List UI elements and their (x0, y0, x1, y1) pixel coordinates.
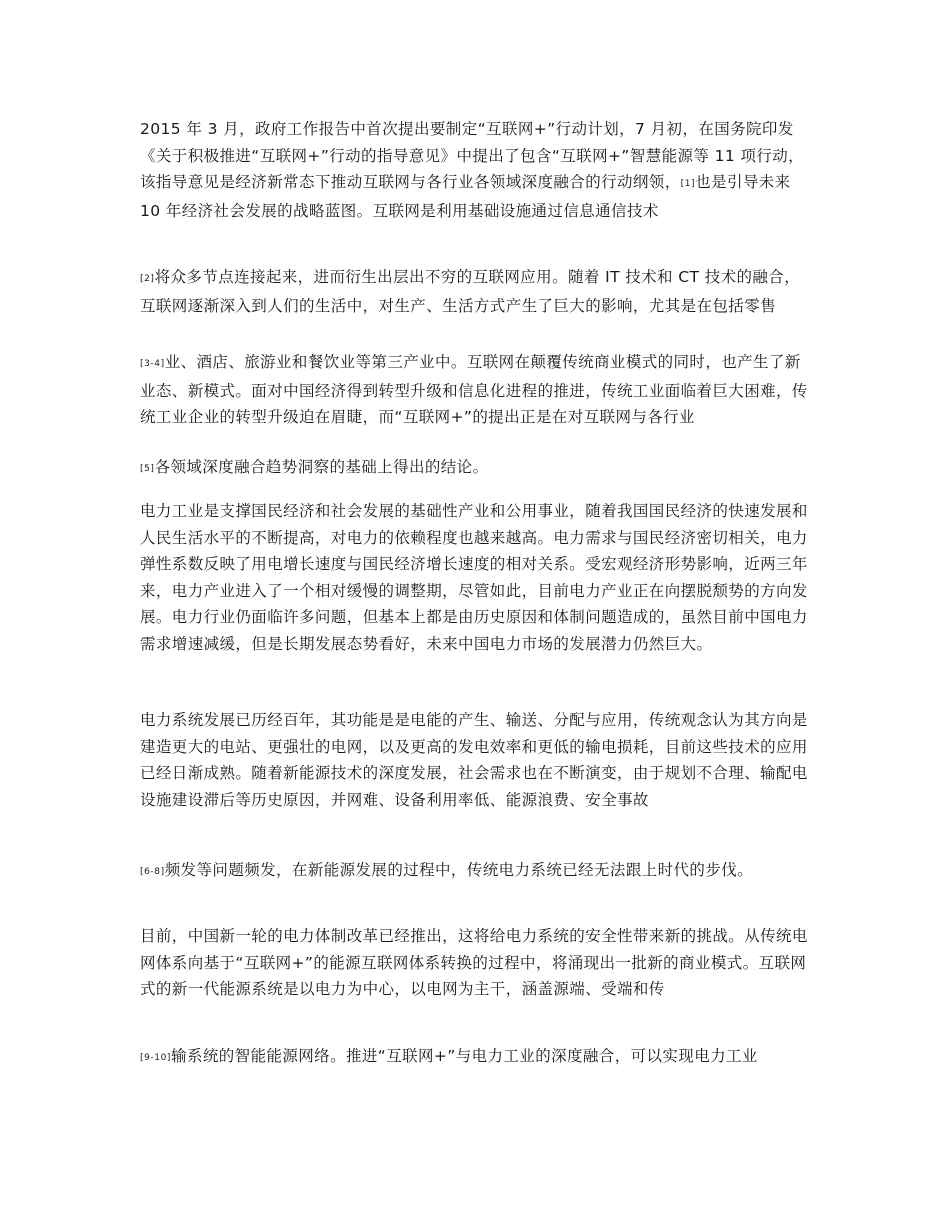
citation-ref: [2] (140, 274, 155, 284)
paragraph-4 (140, 454, 812, 483)
paragraph-2 (140, 264, 812, 319)
paragraph-7 (140, 857, 812, 886)
paragraph-1 (140, 116, 812, 224)
paragraph-text: 也是引导未来 10 年经济社会发展的战略蓝图。互联网是利用基础设施通过信息通信技术 (140, 173, 791, 220)
paragraph-3 (140, 349, 812, 431)
paragraph-text: 目前，中国新一轮的电力体制改革已经推出，这将给电力系统的安全性带来新的挑战。从传统电网体系向基于“互联网+”的能源互联网体系转换的过程中，将涌现出一批新的商业模式。互联网式的新一代能源系统是以电力为中心，以电网为主干，涵盖源端、受端和传 (140, 927, 808, 998)
paragraph-text: 2015 年 3 月，政府工作报告中首次提出要制定“互联网+”行动计划，7 月初，在国务院印发《关于积极推进“互联网+”行动的指导意见》中提出了包含“互联网+”智慧能源等 11 项行动，该指导意见是经济新常态下推动互联网与各行业各领域深度融合的行动纲领， (140, 120, 805, 191)
paragraph-text: 输系统的智能能源网络。推进“互联网+”与电力工业的深度融合，可以实现电力工业 (171, 1047, 758, 1065)
citation-ref: [6-8] (140, 867, 165, 877)
paragraph-5 (140, 498, 812, 657)
paragraph-6 (140, 707, 812, 813)
paragraph-text: 电力系统发展已历经百年，其功能是是电能的产生、输送、分配与应用，传统观念认为其方向是建造更大的电站、更强壮的电网，以及更高的发电效率和更低的输电损耗，目前这些技术的应用已经日渐成熟。随着新能源技术的深度发展，社会需求也在不断演变，由于规划不合理、输配电设施建设滞后等历史原因，并网难、设备利用率低、能源浪费、安全事故 (140, 711, 808, 809)
citation-ref: [1] (680, 179, 696, 189)
citation-ref: [5] (140, 464, 155, 474)
citation-ref: [3-4] (140, 359, 165, 369)
paragraph-9 (140, 1043, 812, 1072)
paragraph-text: 业、酒店、旅游业和餐饮业等第三产业中。互联网在颠覆传统商业模式的同时，也产生了新业态、新模式。面对中国经济得到转型升级和信息化进程的推进，传统工业面临着巨大困难，传统工业企业的转型升级迫在眉睫，而“互联网+”的提出正是在对互联网与各行业 (140, 353, 808, 426)
paragraph-text: 各领域深度融合趋势洞察的基础上得出的结论。 (154, 458, 489, 476)
paragraph-text: 频发等问题频发，在新能源发展的过程中，传统电力系统已经无法跟上时代的步伐。 (164, 861, 754, 879)
paragraph-text: 电力工业是支撑国民经济和社会发展的基础性产业和公用事业，随着我国国民经济的快速发展和人民生活水平的不断提高，对电力的依赖程度也越来越高。电力需求与国民经济密切相关，电力弹性系数反映了用电增长速度与国民经济增长速度的相对关系。受宏观经济形势影响，近两三年来，电力产业进入了一个相对缓慢的调整期，尽管如此，目前电力产业正在向摆脱颓势的方向发展。电力行业仍面临许多问题，但基本上都是由历史原因和体制问题造成的，虽然目前中国电力需求增速减缓，但是长期发展态势看好，未来中国电力市场的发展潜力仍然巨大。 (140, 502, 808, 653)
paragraph-text: 将众多节点连接起来，进而衍生出层出不穷的互联网应用。随着 IT 技术和 CT 技术的融合，互联网逐渐深入到人们的生活中，对生产、生活方式产生了巨大的影响，尤其是在包括零售 (140, 268, 801, 315)
paragraph-8 (140, 923, 812, 1003)
citation-ref: [9-10] (140, 1053, 172, 1063)
